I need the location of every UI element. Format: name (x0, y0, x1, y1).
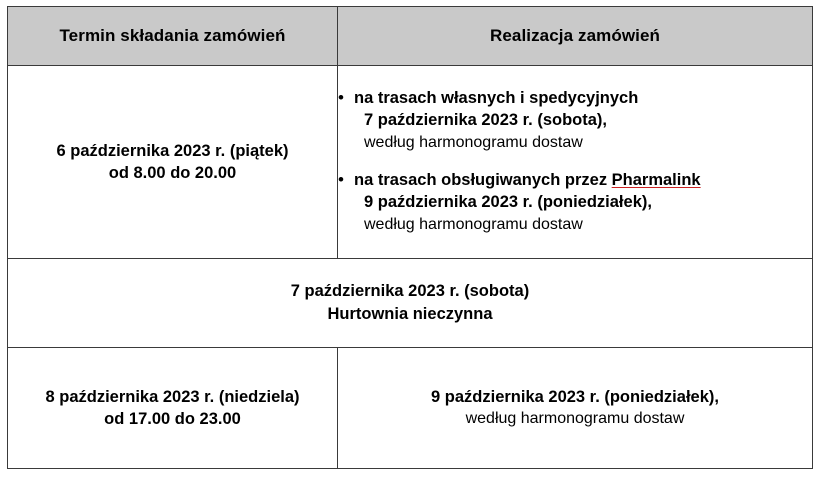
deadline-cell-sunday (8, 348, 338, 469)
deadline-date-sunday: 8 października 2023 r. (niedziela) (45, 387, 300, 406)
column-header-order-fulfillment: Realizacja zamówień (338, 7, 813, 66)
closed-saturday-cell (8, 259, 813, 348)
table-row (8, 348, 813, 469)
bullet-2-route-carrier: Pharmalink (611, 171, 701, 189)
table-row (8, 66, 813, 259)
fulfillment-note-monday: według harmonogramu dostaw (465, 410, 685, 428)
bullet-2-route (354, 170, 812, 192)
list-item (338, 170, 812, 236)
fulfillment-date-monday: 9 października 2023 r. (poniedziałek), (431, 387, 719, 406)
column-header-order-deadline: Termin składania zamówień (8, 7, 338, 66)
bullet-1-route: • na trasach własnych i spedycyjnych (354, 89, 639, 108)
deadline-hours-friday: od 8.00 do 20.00 (108, 164, 237, 182)
fulfillment-bullet-list (338, 88, 812, 235)
closed-saturday-date: 7 października 2023 r. (sobota) (290, 281, 530, 300)
bullet-1-note: według harmonogramu dostaw (364, 133, 583, 151)
table-row (8, 259, 813, 348)
bullet-2-note: według harmonogramu dostaw (364, 215, 583, 233)
deadline-hours-sunday: od 17.00 do 23.00 (104, 410, 241, 428)
fulfillment-cell-friday (338, 66, 813, 259)
table-header-row (8, 7, 813, 66)
bullet-2-date: 9 października 2023 r. (poniedziałek), (364, 192, 652, 211)
bullet-1-date: 7 października 2023 r. (sobota), (364, 111, 608, 130)
order-schedule-table (7, 6, 813, 469)
closed-saturday-status: Hurtownia nieczynna (327, 305, 493, 323)
bullet-2-route-prefix: na trasach obsługiwanych przez (354, 171, 612, 189)
fulfillment-cell-sunday (338, 348, 813, 469)
list-item (338, 88, 812, 154)
deadline-date-friday: 6 października 2023 r. (piątek) (56, 141, 289, 160)
deadline-cell-friday (8, 66, 338, 259)
